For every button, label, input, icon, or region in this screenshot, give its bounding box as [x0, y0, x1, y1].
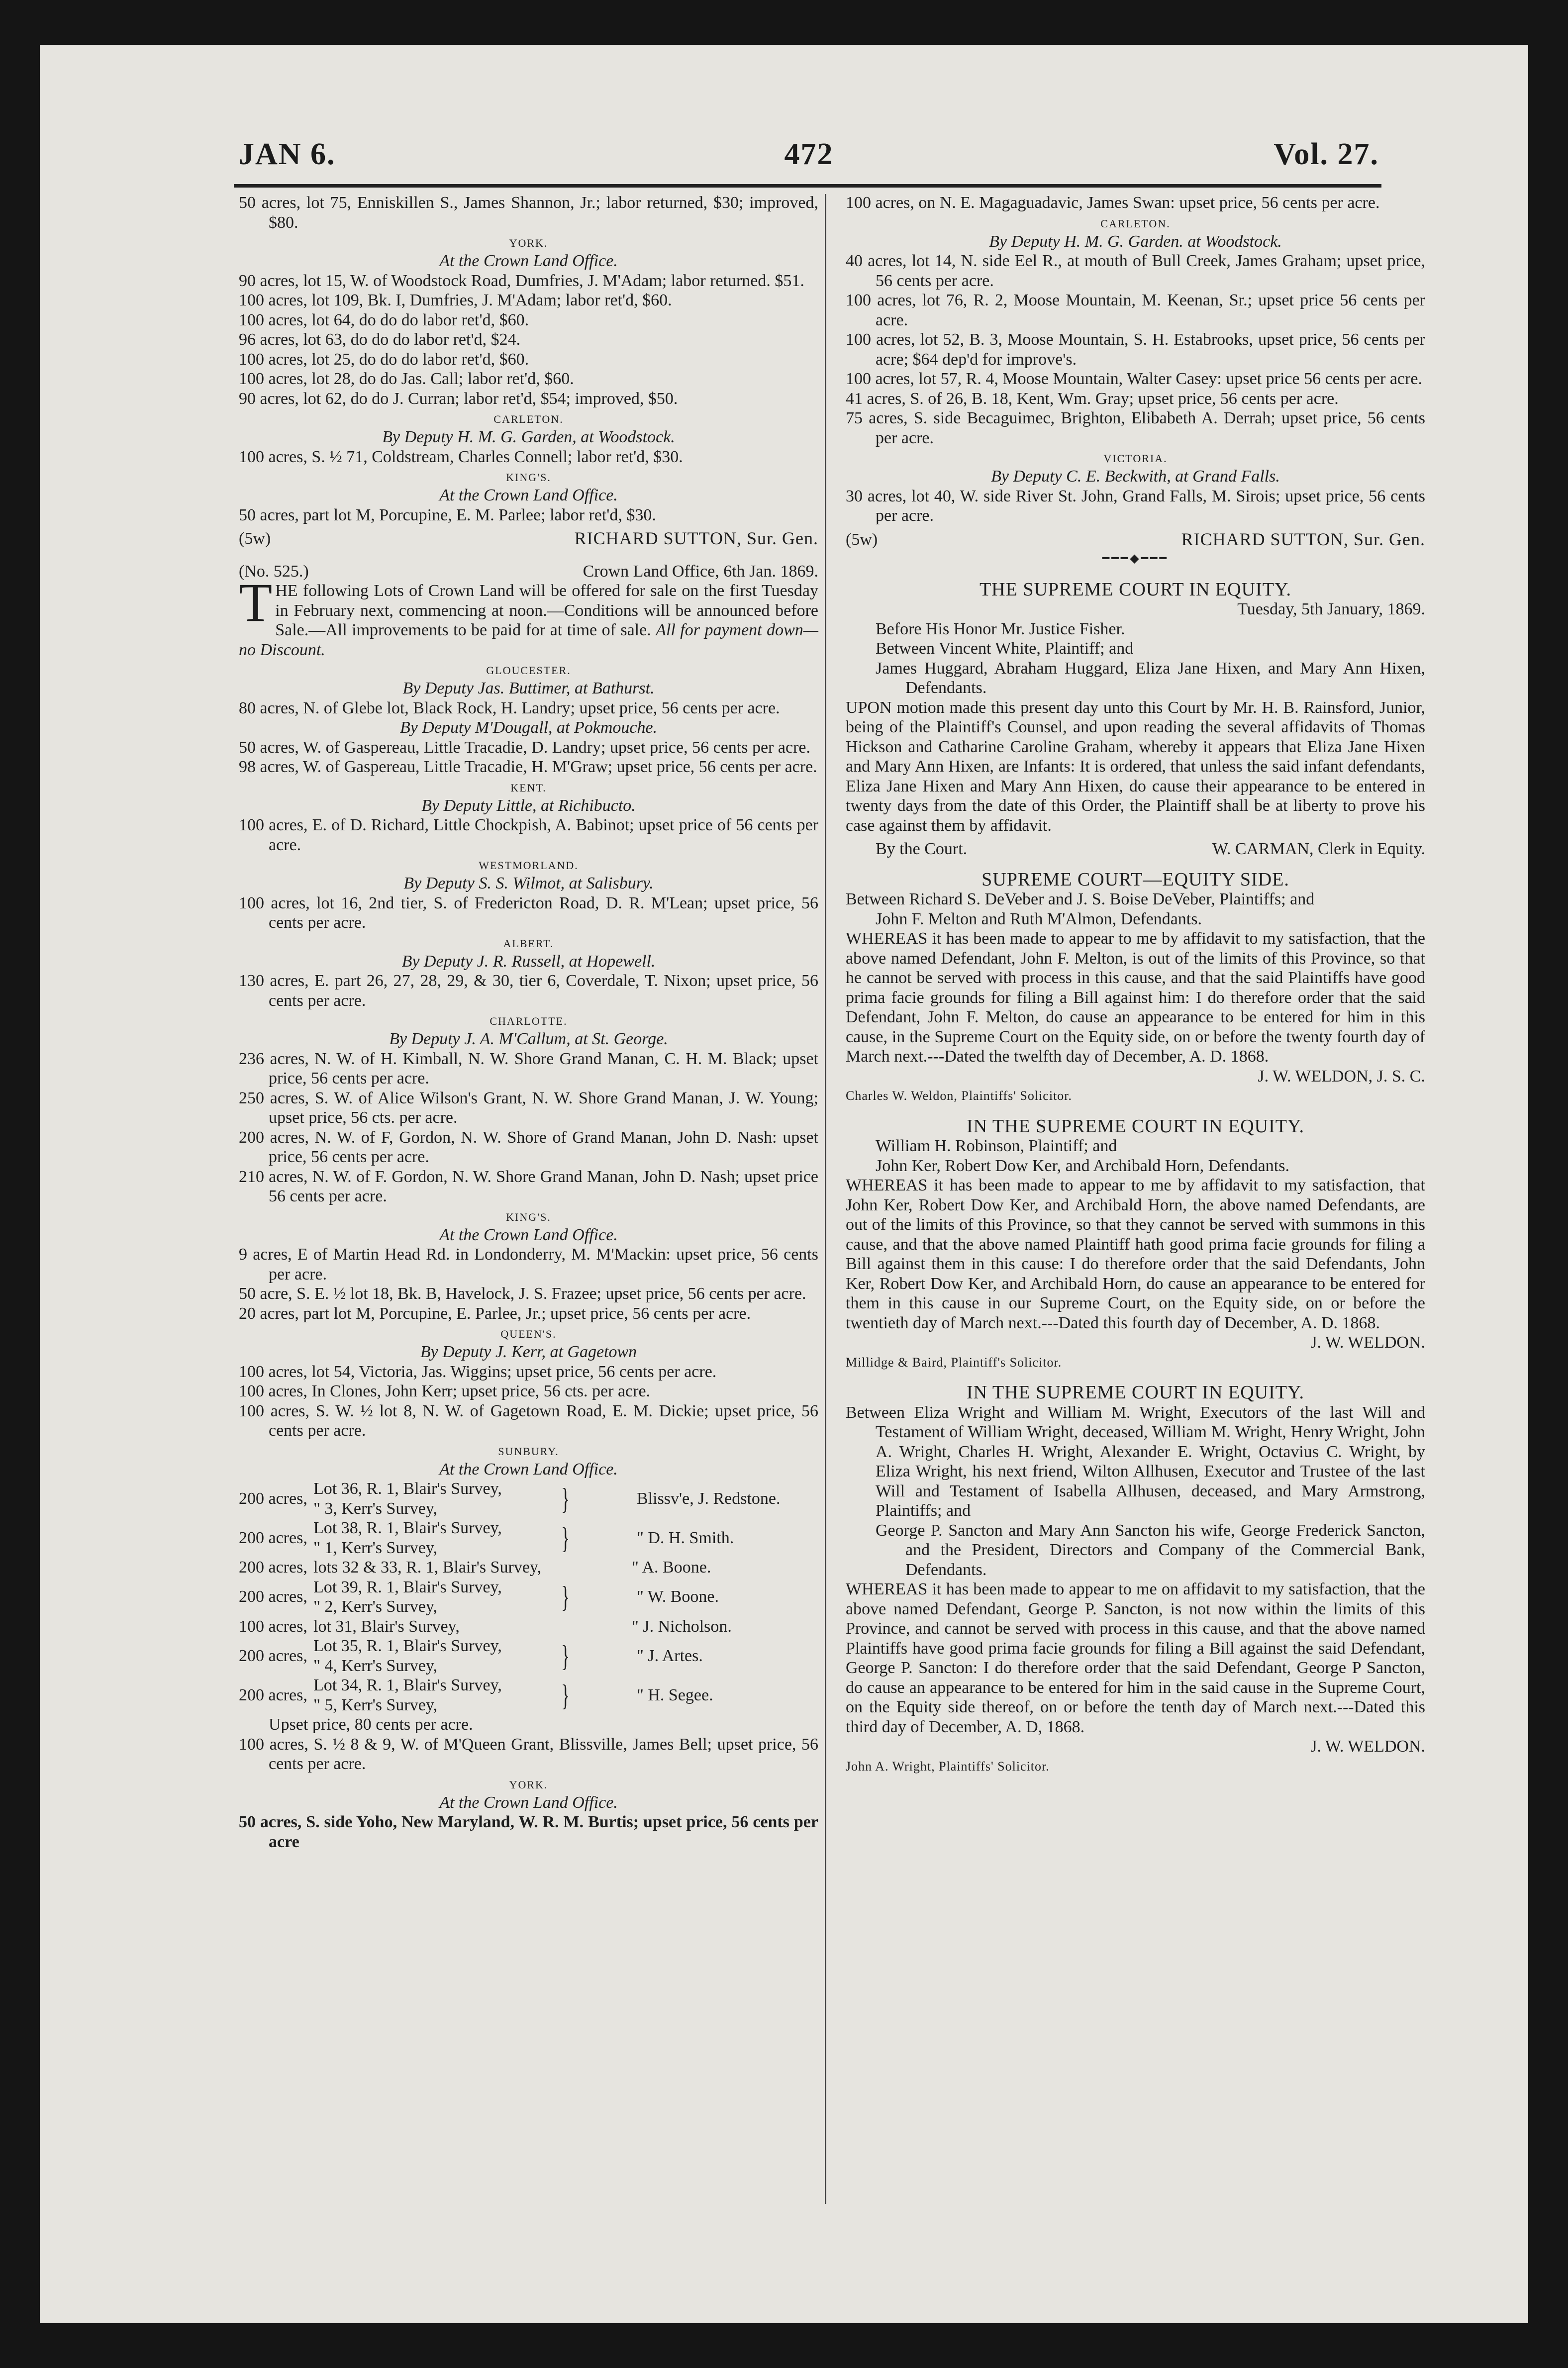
sunbury-lot [239, 1617, 818, 1637]
lot-acres: 200 acres, [239, 1558, 307, 1577]
lot-description [313, 1518, 542, 1558]
parties-line: William H. Robinson, Plaintiff; and [876, 1137, 1117, 1155]
parties-line: John Ker, Robert Dow Ker, and Archibald Horn, Defendants. [876, 1156, 1289, 1175]
signature-line [239, 529, 818, 549]
right-column [846, 193, 1425, 1776]
signature-line [846, 839, 1425, 859]
lot-holder: " H. Segee. [637, 1685, 713, 1704]
lot-entry: 100 acres, lot 109, Bk. I, Dumfries, J. M'Adam; labor ret'd, $60. [239, 291, 672, 309]
lot-holder: " J. Artes. [637, 1646, 703, 1665]
county-heading: ALBERT. [503, 937, 554, 950]
lot-entry: 100 acres, S. ½ 71, Coldstream, Charles Connell; labor ret'd, $30. [239, 447, 683, 466]
lot-line: Lot 38, R. 1, Blair's Survey, [313, 1519, 502, 1537]
notice-body [239, 572, 818, 660]
by-court: By the Court. [876, 840, 968, 858]
brace-glyph: } [561, 1678, 570, 1712]
lot-acres: 200 acres, [239, 1587, 307, 1606]
office-line: At the Crown Land Office. [439, 486, 618, 504]
office-line: At the Crown Land Office. [439, 252, 618, 270]
lot-entry: 100 acres, lot 76, R. 2, Moose Mountain, M. Keenan, Sr.; upset price 56 cents per acre. [846, 291, 1425, 329]
lot-entry: 250 acres, S. W. of Alice Wilson's Grant, N. W. Shore Grand Manan, J. W. Young; upset price, 56 cts. per acre. [239, 1088, 818, 1127]
lot-entry: 100 acres, In Clones, John Kerr; upset price, 56 cts. per acre. [239, 1382, 651, 1400]
parties-line: James Huggard, Abraham Huggard, Eliza Jane Hixen, and Mary Ann Hixen, Defendants. [876, 659, 1425, 697]
brace-glyph: } [561, 1580, 570, 1613]
lot-line: Lot 35, R. 1, Blair's Survey, [313, 1637, 502, 1655]
lot-line: " 4, Kerr's Survey, [313, 1656, 438, 1675]
left-column [239, 193, 818, 1852]
lot-holder: " A. Boone. [632, 1558, 711, 1577]
header-rule [234, 184, 1381, 188]
notice-office: Crown Land Office, 6th Jan. 1869. [583, 562, 818, 581]
lot-entry: 236 acres, N. W. of H. Kimball, N. W. Shore Grand Manan, C. H. M. Black; upset price, 56 cents per acre. [239, 1049, 818, 1087]
office-line: At the Crown Land Office. [439, 1460, 618, 1479]
lot-entry: 20 acres, part lot M, Porcupine, E. Parlee, Jr.; upset price, 56 cents per acre. [239, 1304, 751, 1323]
lot-entry: 100 acres, S. W. ½ lot 8, N. W. of Gagetown Road, E. M. Dickie; upset price, 56 cents per acre. [239, 1401, 818, 1440]
judge-signature: J. W. WELDON, J. S. C. [1258, 1067, 1425, 1085]
lot-line: " 5, Kerr's Survey, [313, 1695, 438, 1714]
notice-text: HE following Lots of Crown Land will be offered for sale on the first Tuesday in February next, commencing at noon.—Conditions will be announced before Sale.—All improvements to be paid for at time of sale. [275, 582, 818, 639]
deputy-line: By Deputy Jas. Buttimer, at Bathurst. [402, 679, 655, 697]
solicitor-line: John A. Wright, Plaintiffs' Solicitor. [846, 1759, 1050, 1774]
notice-number: (No. 525.) [239, 562, 309, 581]
lot-holder: " J. Nicholson. [632, 1617, 732, 1636]
parties-line: George P. Sancton and Mary Ann Sancton his wife, George Frederick Sancton, and the President, Directors and Company of the Commercial Bank, Defendants. [876, 1521, 1425, 1579]
notice-header [239, 562, 818, 582]
lot-entry: 100 acres, on N. E. Magaguadavic, James Swan: upset price, 56 cents per acre. [846, 194, 1380, 212]
office-line: At the Crown Land Office. [439, 1793, 618, 1812]
lot-acres: 200 acres, [239, 1528, 307, 1547]
lot-entry: 50 acres, W. of Gaspereau, Little Tracadie, D. Landry; upset price, 56 cents per acre. [239, 738, 810, 757]
sunbury-lot [239, 1676, 818, 1715]
county-heading: WESTMORLAND. [479, 859, 579, 872]
lot-entry: 50 acres, lot 75, Enniskillen S., James Shannon, Jr.; labor returned, $30; improved, $80. [239, 194, 818, 232]
upset-price-note: Upset price, 80 cents per acre. [269, 1715, 473, 1734]
judge-line: Before His Honor Mr. Justice Fisher. [876, 619, 1125, 638]
lot-entry: 100 acres, lot 52, B. 3, Moose Mountain, S. H. Estabrooks, upset price, 56 cents per acre; $64 dep'd for improve's. [846, 330, 1425, 369]
lot-entry: 100 acres, E. of D. Richard, Little Chockpish, A. Babinot; upset price of 56 cents per acre. [239, 816, 818, 854]
lot-entry: 200 acres, N. W. of F, Gordon, N. W. Shore of Grand Manan, John D. Nash: upset price, 56 cents per acre. [239, 1128, 818, 1166]
lot-entry: 50 acres, part lot M, Porcupine, E. M. Parlee; labor ret'd, $30. [239, 505, 656, 524]
signature-line [846, 530, 1425, 550]
issue-date: JAN 6. [239, 137, 336, 171]
county-heading: KING'S. [506, 471, 551, 484]
sunbury-lot [239, 1479, 818, 1518]
page-header [239, 137, 1379, 182]
deputy-line: By Deputy Little, at Richibucto. [421, 796, 636, 815]
notice-body: WHEREAS it has been made to appear to me by affidavit to my satisfaction, that the above named Defendant, John F. Melton, is out of the limits of this Province, so that he cannot be served with process in this cause, and that the said Plaintiffs have good prima facie grounds for filing a Bill against him: I do therefore order that the said Defendant, John F. Melton, do cause an appearance to be entered for him in this cause, in the Supreme Court on the Equity side, on or before the twenty fourth day of March next.---Dated the twelfth day of December, A. D. 1868. [846, 929, 1425, 1066]
clerk-signature: W. CARMAN, Clerk in Equity. [1212, 840, 1425, 858]
notice-terms: All for payment down—no Discount. [239, 621, 818, 659]
sunbury-lot [239, 1558, 818, 1578]
parties-line: John F. Melton and Ruth M'Almon, Defendants. [876, 909, 1202, 928]
lot-entry: 100 acres, S. ½ 8 & 9, W. of M'Queen Grant, Blissville, James Bell; upset price, 56 cents per acre. [239, 1735, 818, 1773]
deputy-line: By Deputy S. S. Wilmot, at Salisbury. [403, 874, 654, 892]
lot-entry: 75 acres, S. side Becaguimec, Brighton, Elibabeth A. Derrah; upset price, 56 cents per acre. [846, 409, 1425, 447]
page-number: 472 [784, 137, 834, 171]
county-heading: CARLETON. [493, 413, 564, 425]
lot-line: lot 31, Blair's Survey, [313, 1617, 460, 1636]
office-line: At the Crown Land Office. [439, 1225, 618, 1244]
notice-title: IN THE SUPREME COURT IN EQUITY. [967, 1115, 1304, 1137]
deputy-line: By Deputy C. E. Beckwith, at Grand Falls. [991, 467, 1280, 486]
parties-line: Between Richard S. DeVeber and J. S. Boise DeVeber, Plaintiffs; and [846, 890, 1315, 908]
judge-signature: J. W. WELDON. [1310, 1737, 1425, 1756]
signatory: RICHARD SUTTON, Sur. Gen. [574, 528, 818, 548]
lot-holder: Blissv'e, J. Redstone. [637, 1489, 781, 1508]
sunbury-lot [239, 1518, 818, 1558]
deputy-line: By Deputy J. A. M'Callum, at St. George. [389, 1030, 668, 1048]
lot-acres: 200 acres, [239, 1646, 307, 1665]
lot-entry: 41 acres, S. of 26, B. 18, Kent, Wm. Gray; upset price, 56 cents per acre. [846, 389, 1339, 408]
county-heading: VICTORIA. [1103, 452, 1168, 465]
notice-body: UPON motion made this present day unto this Court by Mr. H. B. Rainsford, Junior, being of the Plaintiff's Counsel, and upon reading the several affidavits of Thomas Hickson and Catharine Caroline Graham, whereby it appears that Eliza Jane Hixen and Mary Ann Hixen, are Infants: It is ordered, that unless the said infant defendants, Eliza Jane Hixen and Mary Ann Hixen, do cause their appearance to be entered in twenty days from the date of this Order, the Plaintiff shall be at liberty to prove his case against them by affidavit. [846, 698, 1425, 835]
parties-line: Between Eliza Wright and William M. Wright, Executors of the last Will and Testament of William Wright, deceased, William M. Wright, Henry Wright, John A. Wright, Charles H. Wright, Alexander E. Wright, Octavius C. Wright, by Eliza Wright, his next friend, Wilton Allhusen, Executor and Trustee of the last Will and Testament of Isabella Allhusen, deceased, and Mary Armstrong, Plaintiffs; and [846, 1403, 1425, 1520]
notice-body: WHEREAS it has been made to appear to me by affidavit to my satisfaction, that John Ker, Robert Dow Ker, and Archibald Horn, the above named Defendants, are out of the limits of this Province, so that they cannot be served with summons in this cause, and that the above named Plaintiff hath good prima facie grounds for filing a Bill against them in this cause: I do therefore order that the said Defendants, John Ker, Robert Dow Ker, and Archibald Horn, do cause an appearance to be entered for them in this cause in our Supreme Court, on the Equity side, on or before the twentieth day of March next.---Dated this fourth day of December, A. D. 1868. [846, 1176, 1425, 1332]
lot-entry: 100 acres, lot 16, 2nd tier, S. of Fredericton Road, D. R. M'Lean; upset price, 56 cents per acre. [239, 893, 818, 932]
lot-line: " 2, Kerr's Survey, [313, 1597, 438, 1616]
county-heading: KENT. [510, 781, 547, 794]
notice-title: IN THE SUPREME COURT IN EQUITY. [967, 1382, 1304, 1403]
lot-entry: 50 acres, S. side Yoho, New Maryland, W. R. M. Burtis; upset price, 56 cents per acre [239, 1813, 818, 1851]
deputy-line: By Deputy H. M. G. Garden. at Woodstock. [989, 232, 1282, 251]
lot-line: Lot 39, R. 1, Blair's Survey, [313, 1578, 502, 1596]
solicitor-line: Millidge & Baird, Plaintiff's Solicitor. [846, 1355, 1062, 1370]
lot-acres: 200 acres, [239, 1489, 307, 1508]
sunbury-lot [239, 1578, 818, 1617]
lot-description [313, 1676, 542, 1715]
brace-glyph: } [561, 1521, 570, 1555]
column-divider [825, 194, 826, 2204]
lot-entry: 50 acre, S. E. ½ lot 18, Bk. B, Havelock, J. S. Frazee; upset price, 56 cents per acre. [239, 1284, 806, 1303]
newspaper-page [40, 45, 1528, 2323]
lot-acres: 100 acres, [239, 1617, 307, 1636]
lot-description [313, 1636, 542, 1676]
drop-cap: T [239, 572, 273, 633]
lot-entry: 98 acres, W. of Gaspereau, Little Tracadie, H. M'Graw; upset price, 56 cents per acre. [239, 758, 817, 776]
parties-line: Between Vincent White, Plaintiff; and [876, 639, 1134, 658]
deputy-line: By Deputy J. R. Russell, at Hopewell. [401, 952, 656, 971]
volume-number: Vol. 27. [1274, 137, 1379, 171]
lot-line: lots 32 & 33, R. 1, Blair's Survey, [313, 1558, 542, 1577]
lot-line: Lot 34, R. 1, Blair's Survey, [313, 1676, 502, 1694]
notice-code: (5w) [846, 530, 878, 549]
brace-glyph: } [561, 1639, 570, 1673]
lot-entry: 40 acres, lot 14, N. side Eel R., at mouth of Bull Creek, James Graham; upset price, 56 cents per acre. [846, 252, 1425, 290]
county-heading: CHARLOTTE. [490, 1015, 568, 1027]
county-heading: YORK. [509, 1778, 548, 1791]
ornamental-rule: ━━━◆━━━ [1102, 552, 1169, 565]
notice-date: Tuesday, 5th January, 1869. [1237, 600, 1425, 618]
lot-holder: " D. H. Smith. [637, 1528, 734, 1547]
brace-glyph: } [561, 1482, 570, 1515]
county-heading: QUEEN'S. [500, 1328, 557, 1340]
lot-entry: 96 acres, lot 63, do do do labor ret'd, $24. [239, 330, 521, 349]
lot-entry: 80 acres, N. of Glebe lot, Black Rock, H. Landry; upset price, 56 cents per acre. [239, 698, 780, 717]
lot-line: Lot 36, R. 1, Blair's Survey, [313, 1480, 502, 1498]
lot-entry: 100 acres, lot 28, do do Jas. Call; labor ret'd, $60. [239, 370, 574, 388]
lot-entry: 130 acres, E. part 26, 27, 28, 29, & 30, tier 6, Coverdale, T. Nixon; upset price, 56 cents per acre. [239, 972, 818, 1010]
lot-acres: 200 acres, [239, 1685, 307, 1704]
lot-line: " 3, Kerr's Survey, [313, 1499, 438, 1518]
lot-entry: 100 acres, lot 64, do do do labor ret'd, $60. [239, 310, 529, 329]
lot-description [313, 1479, 542, 1518]
signatory: RICHARD SUTTON, Sur. Gen. [1181, 529, 1425, 549]
lot-entry: 30 acres, lot 40, W. side River St. John, Grand Falls, M. Sirois; upset price, 56 cents per acre. [846, 487, 1425, 525]
lot-description [313, 1578, 542, 1617]
lot-entry: 100 acres, lot 25, do do do labor ret'd, $60. [239, 350, 529, 369]
notice-body: WHEREAS it has been made to appear to me on affidavit to my satisfaction, that the above named Defendant, George P. Sancton, is not now within the limits of this Province, and cannot be served with process in this cause, and that the above named Plaintiffs have good prima facie grounds for filing a Bill against the said Defendant, George P. Sancton: I do therefore order that the said Defendant, George P Sancton, do cause an appearance to be entered for him in the said cause in the Supreme Court, on the Equity side thereof, on or before the tenth day of March next.---Dated this third day of December, A. D, 1868. [846, 1580, 1425, 1736]
deputy-line: By Deputy M'Dougall, at Pokmouche. [399, 718, 658, 737]
lot-entry: 90 acres, lot 62, do do J. Curran; labor ret'd, $54; improved, $50. [239, 389, 678, 408]
notice-title: SUPREME COURT—EQUITY SIDE. [981, 869, 1289, 890]
lot-line: " 1, Kerr's Survey, [313, 1538, 438, 1557]
lot-entry: 100 acres, lot 57, R. 4, Moose Mountain, Walter Casey: upset price 56 cents per acre. [846, 370, 1422, 388]
notice-title: THE SUPREME COURT IN EQUITY. [979, 579, 1292, 600]
deputy-line: By Deputy H. M. G. Garden, at Woodstock. [382, 428, 675, 446]
county-heading: SUNBURY. [498, 1445, 559, 1458]
notice-code: (5w) [239, 529, 271, 548]
deputy-line: By Deputy J. Kerr, at Gagetown [420, 1343, 637, 1361]
county-heading: YORK. [509, 237, 548, 249]
lot-entry: 9 acres, E of Martin Head Rd. in Londonderry, M. M'Mackin: upset price, 56 cents per acre. [239, 1245, 818, 1283]
lot-holder: " W. Boone. [637, 1587, 719, 1606]
lot-entry: 100 acres, lot 54, Victoria, Jas. Wiggins; upset price, 56 cents per acre. [239, 1362, 717, 1381]
solicitor-line: Charles W. Weldon, Plaintiffs' Solicitor. [846, 1088, 1073, 1103]
county-heading: GLOUCESTER. [486, 664, 571, 677]
county-heading: CARLETON. [1100, 217, 1171, 230]
sunbury-lot [239, 1636, 818, 1676]
lot-entry: 90 acres, lot 15, W. of Woodstock Road, Dumfries, J. M'Adam; labor returned. $51. [239, 271, 804, 290]
county-heading: KING'S. [506, 1210, 551, 1223]
lot-entry: 210 acres, N. W. of F. Gordon, N. W. Shore Grand Manan, John D. Nash; upset price 56 cents per acre. [239, 1167, 818, 1205]
judge-signature: J. W. WELDON. [1310, 1333, 1425, 1352]
